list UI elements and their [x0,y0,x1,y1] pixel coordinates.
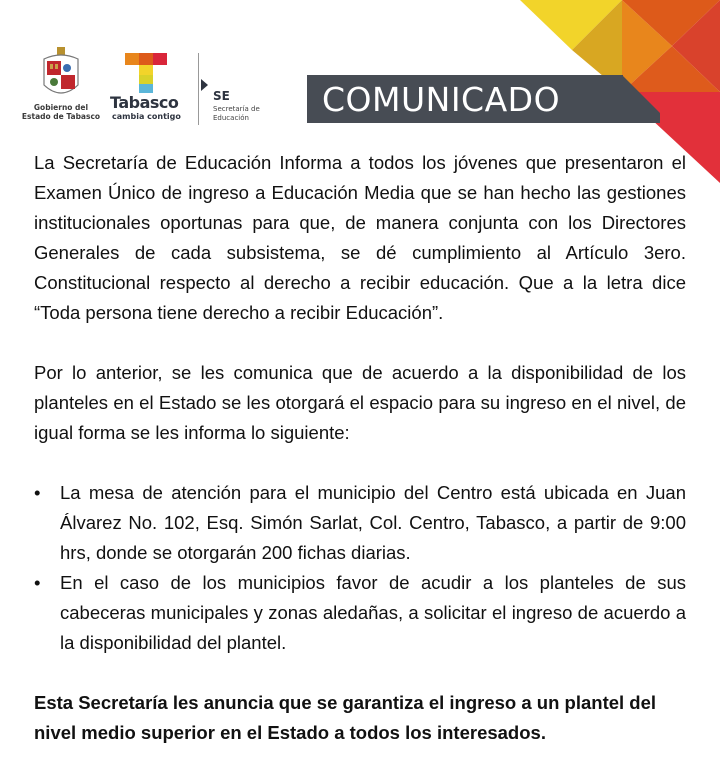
tabasco-t-logo-icon [125,53,169,93]
se-label-line2: Educación [213,114,249,122]
paragraph-intro: La Secretaría de Educación Informa a todos los jóvenes que presentaron el Examen Único de ingreso a Educación Media que se han hecho las gestiones institucionales oportunas para que, de manera conjunta con los Directores Generales de cada subsistema, se dé cumplimiento al Artículo 3ero. Constitucional respecto al derecho a recibir educación. Que a la letra dice “Toda persona tiene derecho a recibir Educación”. [34,152,686,323]
coat-of-arms-icon [40,47,82,101]
se-label-line1: Secretaría de [213,105,260,113]
gobierno-label-line1: Gobierno del [33,103,89,112]
comunicado-body [34,148,686,748]
banner-angled-edge [600,75,660,123]
logo-divider [198,53,199,125]
banner-title: COMUNICADO [322,80,561,119]
se-logo-label [213,105,260,123]
header-logos [20,45,280,135]
paragraph-notice: Por lo anterior, se les comunica que de acuerdo a la disponibilidad de los planteles en el Estado se les otorgará el espacio para su ingreso en el nivel, de igual forma se les informa lo siguiente: [34,362,686,443]
bullet-item-centro: • La mesa de atención para el municipio del Centro está ubicada en Juan Álvarez No. 102, Esq. Simón Sarlat, Col. Centro, Tabasco, a partir de 9:00 hrs, donde se otorgarán 200 fichas diarias. [34,478,686,568]
tabasco-logo-title: Tabasco [110,93,179,112]
se-logo-acronym: SE [213,89,230,103]
gobierno-logo-label [20,103,102,121]
arrow-right-icon [201,79,208,91]
closing-statement: Esta Secretaría les anuncia que se garantiza el ingreso a un plantel del nivel medio superior en el Estado a todos los interesados. [34,692,657,743]
bullet-item-municipios: • En el caso de los municipios favor de acudir a los planteles de sus cabeceras municipales y zonas aledañas, a solicitar el ingreso de acuerdo a la disponibilidad del plantel. [34,568,686,658]
bullet-list [34,478,686,658]
tabasco-logo-tagline: cambia contigo [112,112,181,121]
gobierno-label-line2: Estado de Tabasco [21,112,101,121]
